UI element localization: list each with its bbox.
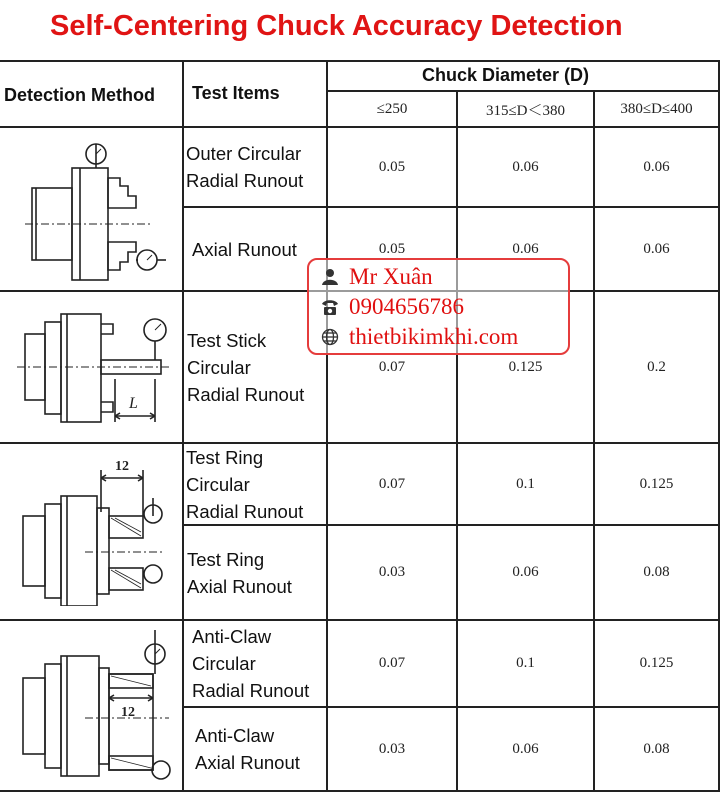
header-test-items: Test Items — [192, 82, 280, 103]
test-item-label: Test Ring Axial Runout — [187, 548, 292, 597]
value-cell: 0.03 — [378, 564, 406, 580]
person-icon — [321, 268, 339, 286]
value-cell: 0.08 — [643, 740, 670, 757]
value-cell: 0.05 — [378, 158, 406, 175]
subheader-col-1: ≤250 — [376, 100, 408, 117]
value-cell: 0.06 — [512, 740, 539, 757]
accuracy-table — [0, 60, 720, 792]
value-cell: 0.06 — [512, 240, 539, 257]
contact-phone-row — [321, 294, 464, 320]
value-cell: 0.1 — [516, 655, 535, 671]
value-cell: 0.03 — [378, 740, 406, 757]
test-item-label: Anti-Claw Circular Radial Runout — [192, 626, 310, 701]
value-cell: 0.06 — [512, 564, 539, 580]
column-divider — [182, 60, 184, 792]
value-cell: 0.05 — [378, 240, 406, 257]
value-cell: 0.07 — [378, 655, 406, 671]
test-ring-diagram — [15, 456, 175, 606]
value-cell: 0.06 — [643, 240, 670, 257]
value-cell: 0.07 — [378, 475, 406, 492]
value-cell: 0.07 — [378, 358, 406, 375]
header-detection-method: Detection Method — [4, 84, 155, 105]
subheader-col-3: 380≤D≤400 — [620, 100, 693, 117]
test-item-label: Test Stick Circular Radial Runout — [187, 329, 305, 405]
anti-claw-diagram — [15, 626, 175, 791]
value-cell: 0.125 — [639, 655, 674, 671]
value-cell: 0.08 — [643, 564, 670, 580]
contact-website[interactable]: thietbikimkhi.com — [349, 324, 519, 349]
value-cell: 0.1 — [516, 475, 535, 492]
test-item-label: Test Ring Circular Radial Runout — [186, 446, 304, 522]
ring-width-label: 12 — [115, 459, 129, 474]
value-cell: 0.06 — [512, 158, 539, 175]
chuck-outer-runout-diagram — [20, 138, 170, 283]
contact-name: Mr Xuân — [349, 264, 433, 289]
value-cell: 0.06 — [643, 158, 670, 175]
claw-width-label: 12 — [121, 705, 135, 720]
globe-icon — [321, 328, 339, 346]
stick-length-label: L — [129, 395, 138, 412]
test-item-label: Outer Circular Radial Runout — [186, 143, 304, 191]
test-item-label: Axial Runout — [192, 238, 297, 260]
value-cell: 0.125 — [508, 358, 543, 375]
value-cell: 0.2 — [647, 358, 666, 375]
telephone-icon — [321, 298, 339, 316]
test-stick-diagram — [15, 304, 175, 434]
contact-website-row — [321, 324, 518, 350]
contact-phone: 0904656786 — [349, 294, 464, 319]
subheader-col-2: 315≤D＜380 — [485, 102, 566, 119]
table-border-top — [0, 60, 720, 62]
table-border-right — [718, 60, 720, 792]
value-cell: 0.125 — [639, 475, 674, 492]
contact-name-row — [321, 264, 433, 290]
contact-watermark — [307, 258, 570, 355]
test-item-label: Anti-Claw Axial Runout — [195, 725, 300, 773]
page-title: Self-Centering Chuck Accuracy Detection — [50, 10, 623, 42]
header-chuck-diameter: Chuck Diameter (D) — [422, 64, 590, 85]
